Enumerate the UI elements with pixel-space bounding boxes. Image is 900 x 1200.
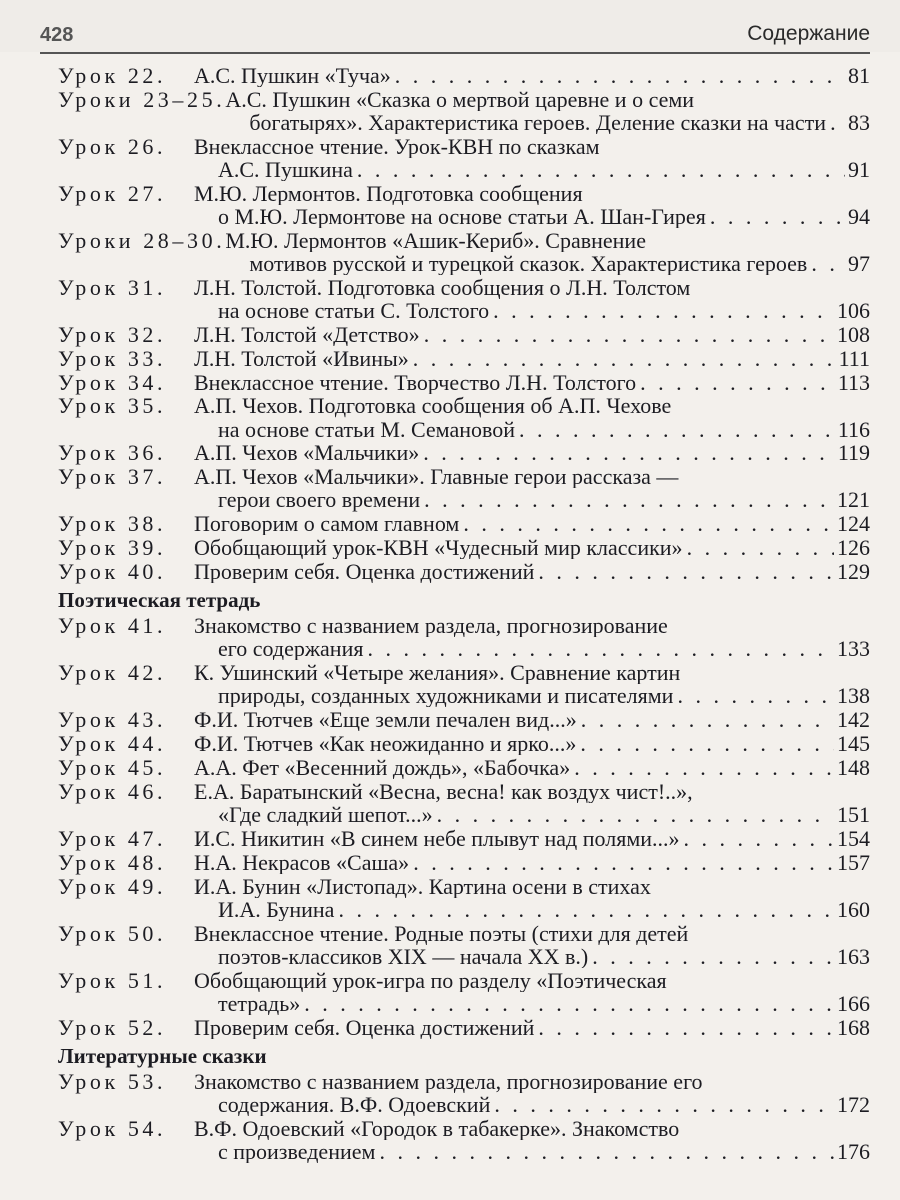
lesson-label: Урок 38.	[58, 511, 167, 537]
dot-leader	[420, 488, 834, 511]
entry-last-line	[194, 732, 870, 755]
entry-line-text: природы, созданных художниками и писателями	[218, 684, 674, 708]
page-ref: 145	[837, 732, 870, 756]
toc-entry	[58, 708, 870, 731]
entry-text	[194, 708, 870, 731]
entry-line-text: Л.Н. Толстой. Подготовка сообщения о Л.Н. Толстом	[194, 275, 691, 299]
dot-leader	[515, 418, 835, 441]
dot-leader	[375, 1140, 834, 1163]
page-ref: 116	[837, 417, 870, 441]
entry-last-line	[194, 299, 870, 322]
dot-leader	[300, 992, 834, 1015]
entry-text	[194, 1070, 870, 1116]
page-ref: 168	[837, 1015, 870, 1039]
entry-line-text: Проверим себя. Оценка достижений	[194, 1015, 535, 1039]
entry-line-text: Знакомство с названием раздела, прогнозирование его	[194, 1069, 703, 1093]
entry-line-text: Ф.И. Тютчев «Как неожиданно и ярко...»	[194, 732, 577, 756]
dot-leader	[826, 111, 845, 134]
entry-line-text: с произведением	[218, 1139, 376, 1163]
toc-entry	[58, 661, 870, 707]
toc-entry	[58, 827, 870, 850]
entry-line-text: поэтов-классиков XIX — начала XX в.)	[218, 944, 589, 968]
entry-text	[194, 64, 870, 87]
toc-entry	[58, 229, 870, 275]
entry-line-text: Л.Н. Толстой «Ивины»	[194, 346, 409, 370]
toc-entry	[58, 182, 870, 228]
entry-text	[194, 756, 870, 779]
toc-entry	[58, 922, 870, 968]
lesson-label: Урок 41.	[58, 613, 167, 639]
entry-last-line	[194, 560, 870, 583]
dot-leader	[490, 1093, 834, 1116]
entry-last-line	[194, 418, 870, 441]
entry-line-text: богатырях». Характеристика героев. Деление сказки на части	[249, 110, 827, 135]
entry-text	[194, 536, 870, 559]
lesson-label: Урок 26.	[58, 133, 167, 159]
lesson-label: Урок 54.	[58, 1115, 167, 1141]
lesson-label: Урок 27.	[58, 180, 167, 206]
dot-leader	[807, 252, 845, 275]
page-ref: 83	[848, 110, 870, 135]
toc-entry	[58, 614, 870, 660]
lesson-label: Урок 37.	[58, 464, 167, 490]
entry-last-line	[194, 1016, 870, 1039]
entry-text	[194, 182, 870, 228]
toc-entry	[58, 560, 870, 583]
lesson-label: Урок 40.	[58, 559, 167, 585]
entry-line-text: Обобщающий урок-КВН «Чудесный мир классики»	[194, 536, 683, 560]
dot-leader	[636, 371, 835, 394]
entry-last-line	[194, 992, 870, 1015]
dot-leader	[391, 64, 845, 87]
entry-text	[194, 614, 870, 660]
dot-leader	[577, 708, 834, 731]
lesson-label: Урок 39.	[58, 535, 167, 561]
running-title: Содержание	[747, 22, 870, 45]
page-ref: 166	[837, 991, 870, 1015]
entry-last-line	[194, 205, 870, 228]
toc-entry	[58, 371, 870, 394]
lesson-label: Урок 45.	[58, 754, 167, 780]
entry-last-line	[194, 323, 870, 346]
entry-line-text: тетрадь»	[218, 991, 301, 1015]
lesson-label: Урок 43.	[58, 707, 167, 733]
toc-entry	[58, 875, 870, 921]
entry-text	[194, 135, 870, 181]
toc-entry	[58, 780, 870, 826]
page-header	[0, 0, 900, 52]
entry-line-text: Обобщающий урок-игра по разделу «Поэтическая	[194, 968, 667, 992]
toc-entry	[58, 441, 870, 464]
lesson-label: Урок 44.	[58, 731, 167, 757]
entry-text	[194, 732, 870, 755]
page-ref: 91	[848, 157, 870, 182]
page-ref: 106	[837, 298, 870, 323]
page-ref: 138	[837, 684, 870, 708]
entry-last-line	[194, 1140, 870, 1163]
entry-last-line	[194, 756, 870, 779]
entry-text	[194, 780, 870, 826]
entry-last-line	[194, 637, 870, 660]
entry-line-text: о М.Ю. Лермонтове на основе статьи А. Шан-Гирея	[218, 204, 706, 229]
entry-line-text: А.С. Пушкина	[218, 157, 353, 182]
dot-leader	[673, 684, 834, 707]
page-ref: 151	[837, 802, 870, 827]
entry-last-line	[194, 803, 870, 826]
entry-line-text: на основе статьи М. Семановой	[218, 417, 515, 441]
toc-entry	[58, 969, 870, 1015]
entry-last-line	[194, 827, 870, 850]
entry-last-line	[194, 441, 870, 464]
entry-text	[194, 851, 870, 874]
entry-text	[194, 1117, 870, 1163]
dot-leader	[433, 803, 834, 826]
entry-line-text: А.С. Пушкин «Сказка о мертвой царевне и о семи	[225, 87, 695, 111]
entry-line-text: И.А. Бунина	[218, 897, 335, 921]
entry-text	[194, 394, 870, 440]
dot-leader	[459, 512, 834, 535]
entry-last-line	[194, 898, 870, 921]
entry-line-text: Внеклассное чтение. Урок-КВН по сказкам	[194, 134, 600, 158]
entry-line-text: на основе статьи С. Толстого	[218, 298, 490, 323]
entry-line-text: Е.А. Баратынский «Весна, весна! как воздух чист!..»,	[194, 779, 693, 803]
entry-text	[194, 441, 870, 464]
lesson-label: Урок 52.	[58, 1014, 167, 1040]
entry-line-text: герои своего времени	[218, 488, 421, 512]
dot-leader	[420, 323, 834, 346]
lesson-label: Урок 42.	[58, 660, 167, 686]
entry-last-line	[194, 536, 870, 559]
entry-text	[194, 560, 870, 583]
entry-last-line	[194, 708, 870, 731]
entry-last-line	[194, 64, 870, 87]
lesson-label: Урок 33.	[58, 345, 167, 371]
entry-text	[225, 229, 870, 275]
entry-last-line	[194, 371, 870, 394]
entry-line-text: Л.Н. Толстой «Детство»	[194, 322, 420, 346]
toc-entry	[58, 512, 870, 535]
dot-leader	[680, 827, 834, 850]
entry-line-text: А.С. Пушкин «Туча»	[194, 64, 391, 88]
entry-line-text: Внеклассное чтение. Родные поэты (стихи для детей	[194, 921, 689, 945]
entry-text	[194, 969, 870, 1015]
dot-leader	[570, 756, 834, 779]
dot-leader	[588, 945, 834, 968]
entry-last-line	[194, 1093, 870, 1116]
page-ref: 121	[837, 488, 870, 512]
page-ref: 97	[848, 251, 870, 276]
toc-entry	[58, 756, 870, 779]
page-ref: 172	[837, 1092, 870, 1116]
dot-leader	[706, 205, 845, 228]
lesson-label: Урок 46.	[58, 778, 167, 804]
lesson-label: Урок 47.	[58, 825, 167, 851]
lesson-label: Урок 49.	[58, 873, 167, 899]
dot-leader	[419, 441, 835, 464]
entry-text	[194, 512, 870, 535]
entry-line-text: А.П. Чехов «Мальчики». Главные герои рассказа —	[194, 465, 679, 489]
page-ref: 81	[848, 64, 870, 88]
entry-text	[194, 276, 870, 322]
entry-last-line	[225, 111, 870, 134]
toc-entry	[58, 394, 870, 440]
entry-line-text: А.П. Чехов. Подготовка сообщения об А.П. Чехове	[194, 394, 672, 418]
section-heading: Поэтическая тетрадь	[58, 588, 261, 613]
lesson-label: Урок 32.	[58, 321, 167, 347]
entry-last-line	[194, 158, 870, 181]
entry-text	[194, 323, 870, 346]
entry-line-text: И.С. Никитин «В синем небе плывут над полями...»	[194, 826, 680, 850]
entry-last-line	[194, 512, 870, 535]
dot-leader	[683, 536, 834, 559]
toc-entry	[58, 732, 870, 755]
entry-text	[194, 922, 870, 968]
toc-entry	[58, 276, 870, 322]
entry-text	[194, 661, 870, 707]
page-ref: 154	[837, 826, 870, 850]
page-ref: 157	[837, 850, 870, 874]
entry-last-line	[194, 851, 870, 874]
toc-entry	[58, 323, 870, 346]
lesson-label: Урок 22.	[58, 63, 167, 88]
lesson-label: Урок 34.	[58, 369, 167, 395]
page-ref: 142	[837, 708, 870, 732]
page-ref: 108	[837, 322, 870, 346]
lesson-label: Урок 35.	[58, 393, 167, 419]
lesson-label: Урок 36.	[58, 440, 167, 466]
page-ref: 94	[848, 204, 870, 229]
entry-last-line	[225, 252, 870, 275]
page-ref: 111	[838, 346, 870, 370]
entry-line-text: его содержания	[218, 637, 364, 661]
entry-line-text: Ф.И. Тютчев «Еще земли печален вид...»	[194, 708, 577, 732]
entry-last-line	[194, 945, 870, 968]
lesson-label: Уроки 23–25.	[58, 86, 226, 112]
entry-line-text: Внеклассное чтение. Творчество Л.Н. Толстого	[194, 370, 637, 394]
dot-leader	[353, 158, 845, 181]
page-ref: 126	[837, 536, 870, 560]
entry-text	[194, 827, 870, 850]
toc-entry	[58, 1117, 870, 1163]
entry-line-text: содержания. В.Ф. Одоевский	[218, 1092, 491, 1116]
toc-entry	[58, 88, 870, 134]
toc-entry	[58, 536, 870, 559]
entry-text	[225, 88, 870, 134]
entry-line-text: мотивов русской и турецкой сказок. Характеристика героев	[249, 251, 808, 276]
dot-leader	[534, 1016, 834, 1039]
entry-text	[194, 875, 870, 921]
page-ref: 176	[837, 1139, 870, 1163]
lesson-label: Уроки 28–30.	[58, 227, 226, 253]
page-ref: 133	[837, 637, 870, 661]
entry-line-text: М.Ю. Лермонтов. Подготовка сообщения	[194, 181, 583, 205]
entry-line-text: К. Ушинский «Четыре желания». Сравнение картин	[194, 661, 681, 685]
lesson-label: Урок 50.	[58, 920, 167, 946]
page-ref: 163	[837, 944, 870, 968]
lesson-label: Урок 48.	[58, 849, 167, 875]
page-ref: 124	[837, 512, 870, 536]
entry-line-text: А.П. Чехов «Мальчики»	[194, 441, 420, 465]
dot-leader	[409, 347, 836, 370]
entry-line-text: А.А. Фет «Весенний дождь», «Бабочка»	[194, 755, 571, 780]
toc-entry	[58, 135, 870, 181]
entry-last-line	[194, 347, 870, 370]
toc-entry	[58, 347, 870, 370]
toc-entry	[58, 465, 870, 511]
page-ref: 160	[837, 897, 870, 921]
dot-leader	[334, 898, 834, 921]
page-ref: 119	[837, 441, 870, 465]
entry-line-text: И.А. Бунин «Листопад». Картина осени в стихах	[194, 874, 651, 898]
toc-entry	[58, 64, 870, 87]
entry-last-line	[194, 488, 870, 511]
entry-line-text: «Где сладкий шепот...»	[218, 802, 433, 827]
header-rule	[40, 52, 870, 54]
section-heading: Литературные сказки	[58, 1043, 267, 1068]
table-of-contents	[58, 64, 870, 1164]
lesson-label: Урок 51.	[58, 967, 167, 993]
toc-entry	[58, 851, 870, 874]
entry-line-text: Проверим себя. Оценка достижений	[194, 560, 535, 584]
entry-text	[194, 465, 870, 511]
entry-line-text: Знакомство с названием раздела, прогнозирование	[194, 614, 668, 638]
entry-line-text: М.Ю. Лермонтов «Ашик-Кериб». Сравнение	[225, 228, 646, 252]
page-ref: 113	[837, 370, 870, 394]
toc-entry	[58, 1016, 870, 1039]
page-number: 428	[40, 24, 74, 46]
page-ref: 129	[837, 560, 870, 584]
entry-text	[194, 371, 870, 394]
dot-leader	[576, 732, 834, 755]
dot-leader	[409, 851, 834, 874]
entry-line-text: В.Ф. Одоевский «Городок в табакерке». Знакомство	[194, 1116, 680, 1140]
entry-line-text: Поговорим о самом главном	[194, 512, 460, 536]
page-ref: 148	[837, 755, 870, 780]
lesson-label: Урок 31.	[58, 274, 167, 300]
entry-text	[194, 347, 870, 370]
dot-leader	[363, 637, 834, 660]
lesson-label: Урок 53.	[58, 1068, 167, 1094]
dot-leader	[534, 560, 834, 583]
entry-text	[194, 1016, 870, 1039]
entry-last-line	[194, 684, 870, 707]
entry-line-text: Н.А. Некрасов «Саша»	[194, 850, 410, 874]
toc-entry	[58, 1070, 870, 1116]
dot-leader	[489, 299, 834, 322]
